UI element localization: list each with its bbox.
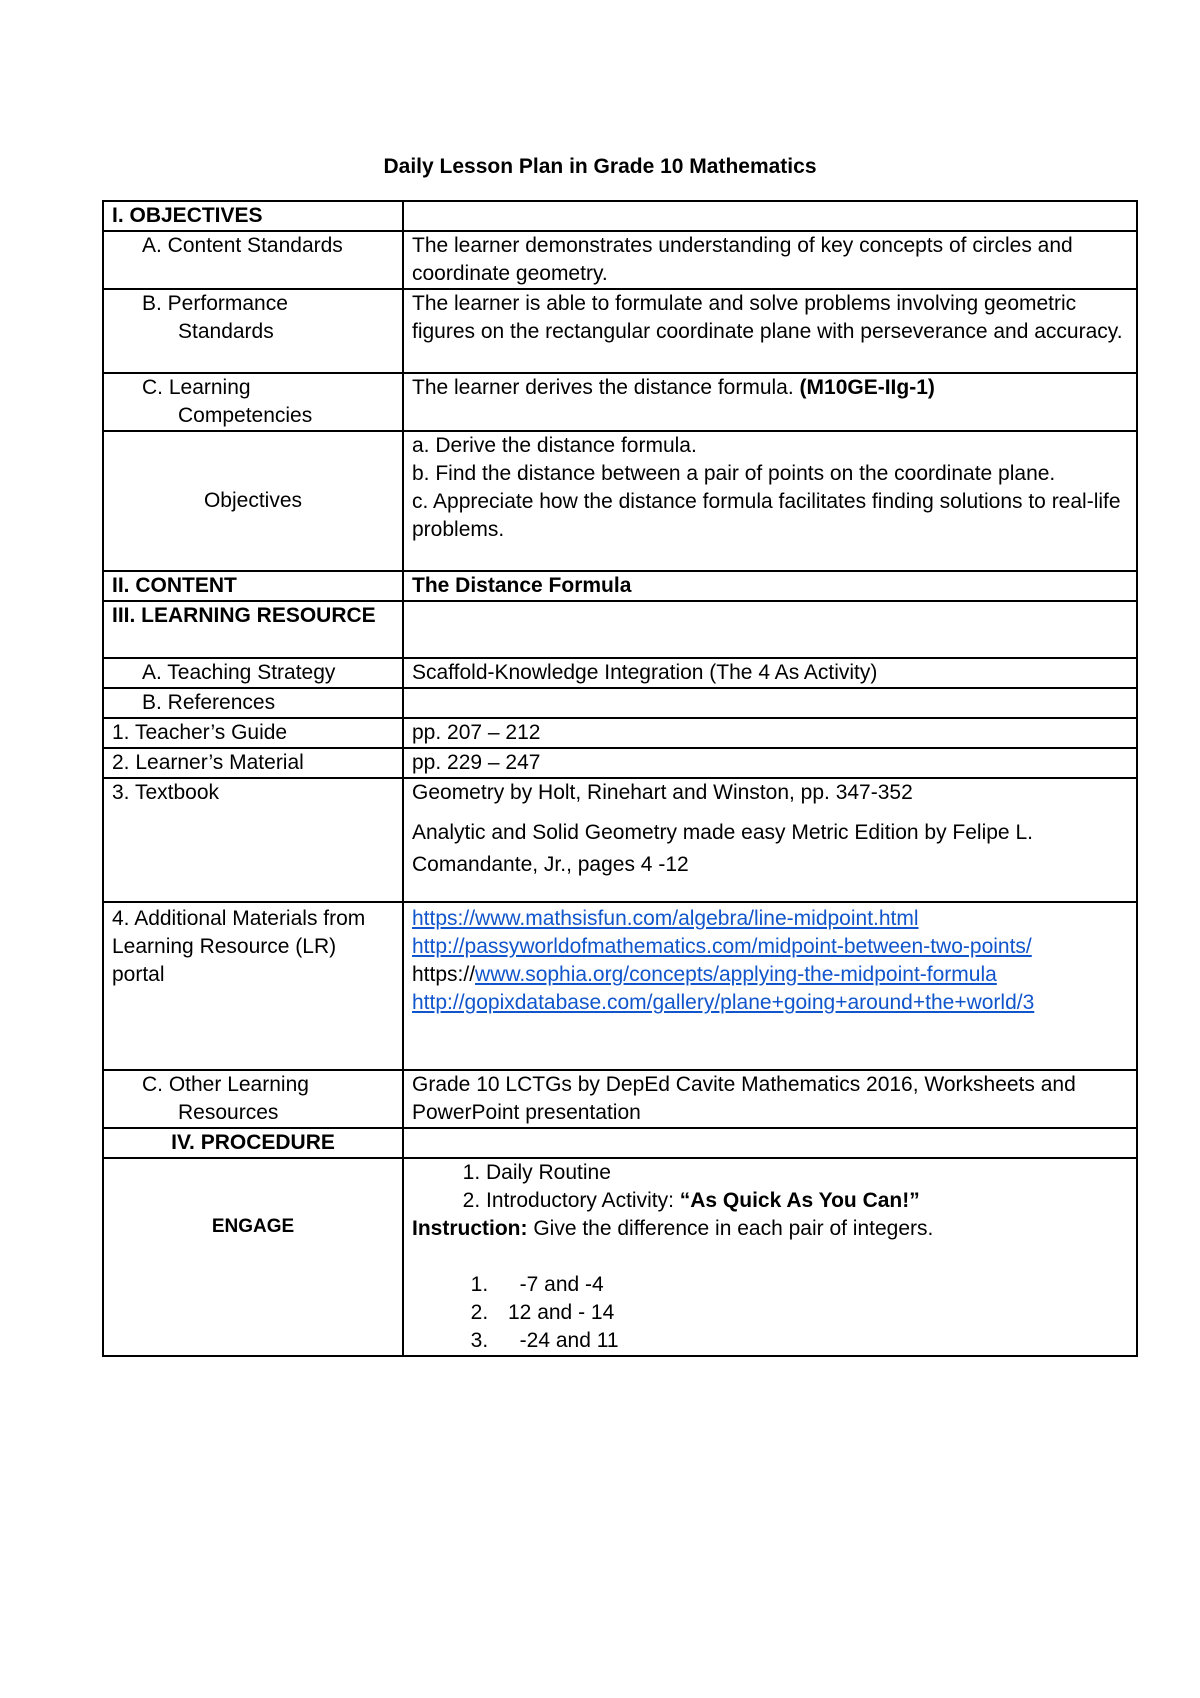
learners-material-row (103, 748, 1137, 778)
resource-link-gopix[interactable]: http://gopixdatabase.com/gallery/plane+going+around+the+world/3 (412, 991, 1035, 1014)
competencies-label-line-2: Competencies (178, 404, 313, 427)
other-label-line-2: Resources (178, 1101, 279, 1124)
instruction-label: Instruction: (412, 1217, 528, 1240)
objectives-heading: I. OBJECTIVES (103, 201, 403, 231)
textbook-label: 3. Textbook (103, 778, 403, 902)
list-item: 1. -7 and -4 (494, 1271, 1128, 1299)
resource-link-mathsisfun[interactable]: https://www.mathsisfun.com/algebra/line-midpoint.html (412, 907, 919, 930)
competencies-label-line-1: C. Learning (142, 376, 251, 399)
engage-row (103, 1158, 1137, 1356)
content-standards-text: The learner demonstrates understanding of key concepts of circles and coordinate geometry. (403, 231, 1137, 289)
performance-standards-row (103, 289, 1137, 373)
empty-cell (403, 601, 1137, 658)
objectives-row (103, 431, 1137, 571)
learning-resource-heading: III. LEARNING RESOURCE (103, 601, 403, 658)
additional-materials-links (403, 902, 1137, 1070)
textbook-row (103, 778, 1137, 902)
objectives-list (403, 431, 1137, 571)
objective-item: a. Derive the distance formula. (412, 434, 697, 457)
empty-cell (403, 688, 1137, 718)
teaching-strategy-value: Scaffold-Knowledge Integration (The 4 As Activity) (403, 658, 1137, 688)
lesson-plan-table (102, 200, 1138, 1357)
references-label: B. References (103, 688, 403, 718)
activity-title: “As Quick As You Can!” (679, 1189, 920, 1212)
teachers-guide-row (103, 718, 1137, 748)
list-item: 2. 12 and - 14 (494, 1299, 1128, 1327)
resource-link-sophia-line (412, 961, 1128, 989)
exercise-list (412, 1271, 1128, 1355)
teachers-guide-label: 1. Teacher’s Guide (103, 718, 403, 748)
engage-label: ENGAGE (103, 1158, 403, 1356)
content-row (103, 571, 1137, 601)
other-resources-label (103, 1070, 403, 1128)
content-standards-label: A. Content Standards (103, 231, 403, 289)
textbook-value (403, 778, 1137, 902)
procedure-heading: IV. PROCEDURE (103, 1128, 403, 1158)
objective-item: c. Appreciate how the distance formula facilitates finding solutions to real-life problems. (412, 490, 1121, 541)
teachers-guide-value: pp. 207 – 212 (403, 718, 1137, 748)
resource-link-passyworld[interactable]: http://passyworldofmathematics.com/midpoint-between-two-points/ (412, 935, 1032, 958)
teaching-strategy-label: A. Teaching Strategy (103, 658, 403, 688)
instruction-line (412, 1215, 1128, 1243)
empty-cell (403, 201, 1137, 231)
performance-standards-text: The learner is able to formulate and solve problems involving geometric figures on the rectangular coordinate plane with perseverance and accuracy. (403, 289, 1137, 373)
learning-resource-header-row (103, 601, 1137, 658)
learners-material-value: pp. 229 – 247 (403, 748, 1137, 778)
objective-item: b. Find the distance between a pair of points on the coordinate plane. (412, 462, 1056, 485)
additional-materials-row (103, 902, 1137, 1070)
performance-standards-label (103, 289, 403, 373)
other-resources-text: Grade 10 LCTGs by DepEd Cavite Mathematics 2016, Worksheets and PowerPoint presentation (403, 1070, 1137, 1128)
page-title: Daily Lesson Plan in Grade 10 Mathematics (383, 155, 817, 178)
textbook-line-2: Analytic and Solid Geometry made easy Metric Edition by Felipe L. Comandante, Jr., pages 4 -12 (412, 821, 1033, 876)
references-row (103, 688, 1137, 718)
teaching-strategy-row (103, 658, 1137, 688)
content-standards-row (103, 231, 1137, 289)
learning-competencies-row (103, 373, 1137, 431)
instruction-text: Give the difference in each pair of integers. (527, 1217, 934, 1240)
list-item: 1. Daily Routine (486, 1159, 1128, 1187)
performance-label-line-2: Standards (178, 320, 274, 343)
other-label-line-1: C. Other Learning (142, 1073, 309, 1096)
learning-competencies-text (403, 373, 1137, 431)
content-value: The Distance Formula (403, 571, 1137, 601)
objectives-header-row (103, 201, 1137, 231)
other-resources-row (103, 1070, 1137, 1128)
procedure-header-row (103, 1128, 1137, 1158)
sophia-link-prefix: https:// (412, 963, 476, 986)
additional-materials-label: 4. Additional Materials from Learning Resource (LR) portal (103, 902, 403, 1070)
engage-content (403, 1158, 1137, 1356)
empty-cell (403, 1128, 1137, 1158)
learners-material-label: 2. Learner’s Material (103, 748, 403, 778)
content-heading: II. CONTENT (103, 571, 403, 601)
competency-text: The learner derives the distance formula. (412, 376, 794, 399)
resource-link-sophia[interactable]: www.sophia.org/concepts/applying-the-midpoint-formula (475, 963, 997, 986)
list-item: 2. Introductory Activity: “As Quick As You Can!” (486, 1187, 1128, 1215)
performance-label-line-1: B. Performance (142, 292, 288, 315)
competency-code: (M10GE-IIg-1) (799, 376, 935, 399)
objectives-label: Objectives (103, 431, 403, 571)
learning-competencies-label (103, 373, 403, 431)
textbook-line-1: Geometry by Holt, Rinehart and Winston, pp. 347-352 (412, 781, 913, 804)
list-item: 3. -24 and 11 (494, 1327, 1128, 1355)
routine-list (412, 1159, 1128, 1215)
